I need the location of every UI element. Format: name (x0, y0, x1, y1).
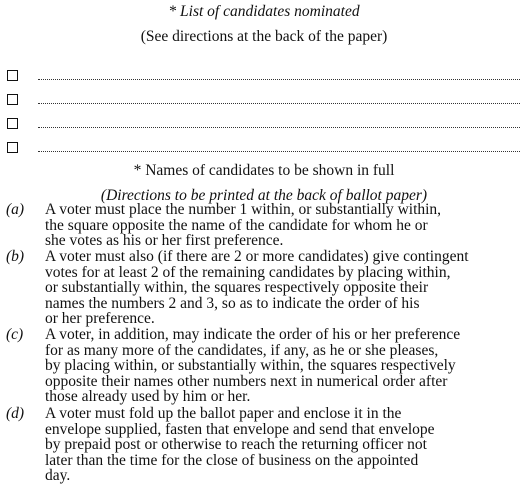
candidate-checkbox[interactable] (7, 70, 18, 81)
direction-letter: (d) (6, 405, 25, 422)
candidate-name-line (38, 151, 520, 152)
candidate-row (6, 92, 520, 108)
directions-reference: (See directions at the back of the paper) (140, 28, 388, 45)
direction-text: A voter must also (if there are 2 or more candidates) give contingent votes for at least 2 of the remaining candidates by placing within, or substantially within, the squares respectively opposite their names the numbers 2 and 3, so as to indicate the order of his or her preference. (45, 248, 469, 328)
candidate-name-line (38, 127, 520, 128)
candidate-names-footnote: * Names of candidates to be shown in full (133, 162, 395, 179)
directions-heading: (Directions to be printed at the back of ballot paper) (100, 187, 428, 204)
candidate-checkbox[interactable] (7, 142, 18, 153)
candidates-list-title: * List of candidates nominated (168, 3, 360, 20)
candidate-name-line (38, 79, 520, 80)
direction-text: A voter must fold up the ballot paper and enclose it in the envelope supplied, fasten that envelope and send that envelope by prepaid post or otherwise to reach the returning officer not later than the time for the close of business on the appointed day. (45, 405, 435, 485)
candidate-checkbox[interactable] (7, 94, 18, 105)
candidate-row (6, 140, 520, 156)
direction-text: A voter must place the number 1 within, or substantially within, the square opposite the name of the candidate for whom he or she votes as his or her first preference. (45, 201, 442, 250)
candidate-name-line (38, 103, 520, 104)
direction-letter: (b) (6, 248, 25, 265)
candidate-row (6, 68, 520, 84)
direction-letter: (c) (6, 326, 24, 343)
candidate-row (6, 116, 520, 132)
direction-letter: (a) (6, 201, 25, 218)
candidate-checkbox[interactable] (7, 118, 18, 129)
direction-text: A voter, in addition, may indicate the order of his or her preference for as many more of the candidates, if any, as he or she pleases, by placing within, or substantially within, the squares respectively opposite their names other numbers next in numerical order after those already used by him or her. (45, 326, 461, 406)
